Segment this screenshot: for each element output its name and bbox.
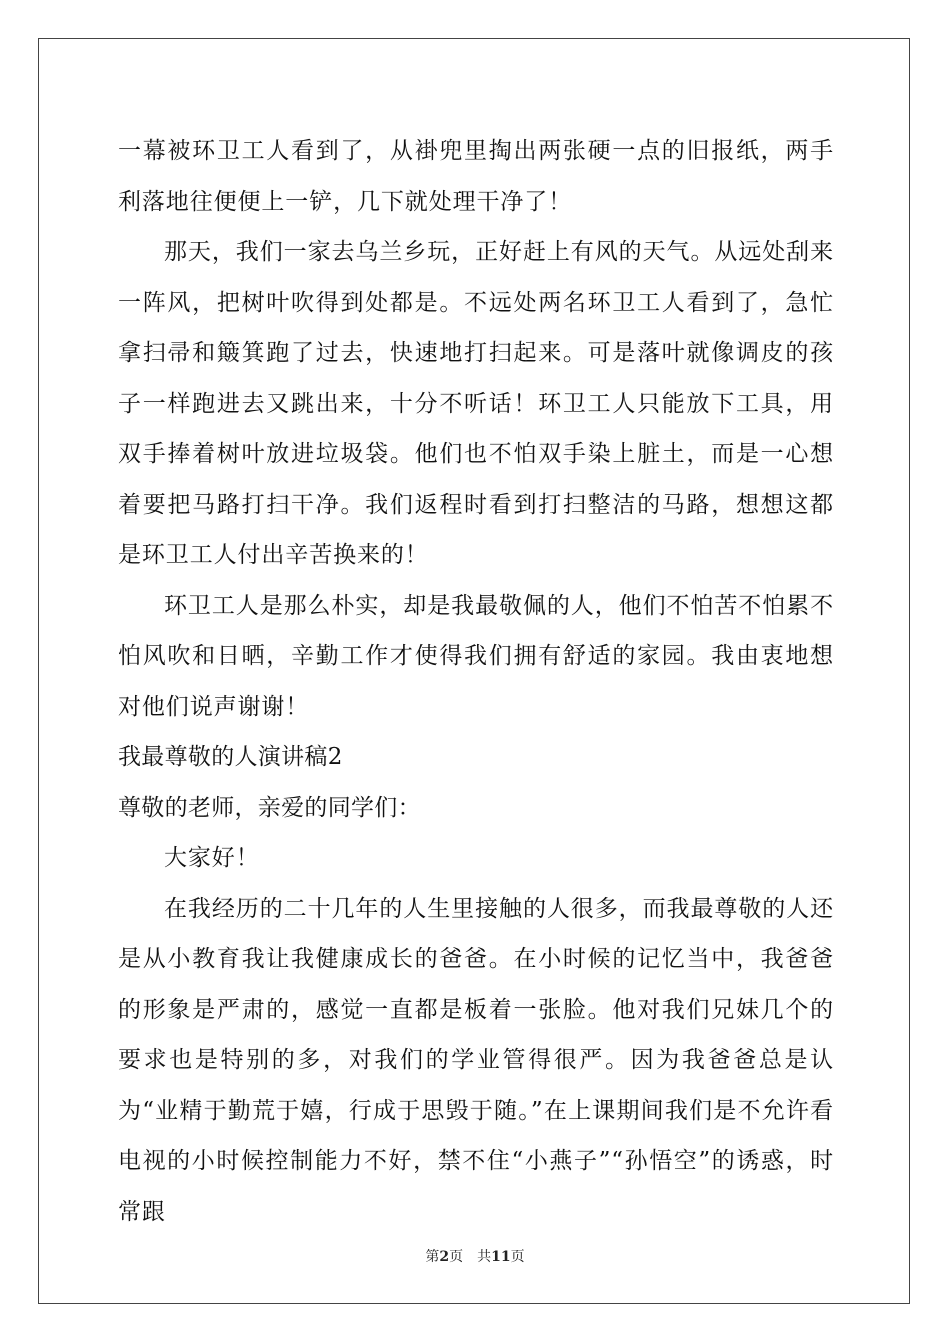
footer-mid: 页 共	[449, 1249, 492, 1265]
greeting: 大家好！	[164, 845, 260, 871]
paragraph-father: 在我经历的二十几年的人生里接触的人很多，而我最尊敬的人还是从小教育我让我健康成长的爸爸。在小时候的记忆当中，我爸爸的形象是严肃的，感觉一直都是板着一张脸。他对我们兄妹几个的要求也是特别的多，对我们的学业管得很严。因为我爸爸总是认为“业精于勤荒于嬉，行成于思毁于随。”在上课期间我们是不允许看电视的小时候控制能力不好，禁不住“小燕子”“孙悟空”的诱惑，时常跟	[118, 895, 834, 1225]
footer-prefix: 第	[425, 1249, 440, 1265]
footer-page-number: 2	[439, 1249, 450, 1265]
footer-total-pages: 11	[491, 1249, 511, 1265]
paragraph-wind-day: 那天，我们一家去乌兰乡玩，正好赶上有风的天气。从远处刮来一阵风，把树叶吹得到处都是。不远处两名环卫工人看到了，急忙拿扫帚和簸箕跑了过去，快速地打扫起来。可是落叶就像调皮的孩子一样跑进去又跳出来，十分不听话！环卫工人只能放下工具，用双手捧着树叶放进垃圾袋。他们也不怕双手染上脏土，而是一心想着要把马路打扫干净。我们返程时看到打扫整洁的马路，想想这都是环卫工人付出辛苦换来的！	[118, 239, 834, 568]
paragraph-admiration: 环卫工人是那么朴实，却是我最敬佩的人，他们不怕苦不怕累不怕风吹和日晒，辛勤工作才使得我们拥有舒适的家园。我由衷地想对他们说声谢谢！	[118, 592, 834, 720]
salutation: 尊敬的老师，亲爱的同学们：	[118, 794, 421, 821]
paragraph-continuation: 一幕被环卫工人看到了，从褂兜里掏出两张硬一点的旧报纸，两手利落地往便便上一铲，几下就处理干净了！	[118, 138, 834, 215]
footer-suffix: 页	[510, 1249, 525, 1265]
page-footer	[0, 1246, 950, 1266]
section-title: 我最尊敬的人演讲稿2	[118, 744, 343, 770]
document-body	[118, 126, 834, 1237]
